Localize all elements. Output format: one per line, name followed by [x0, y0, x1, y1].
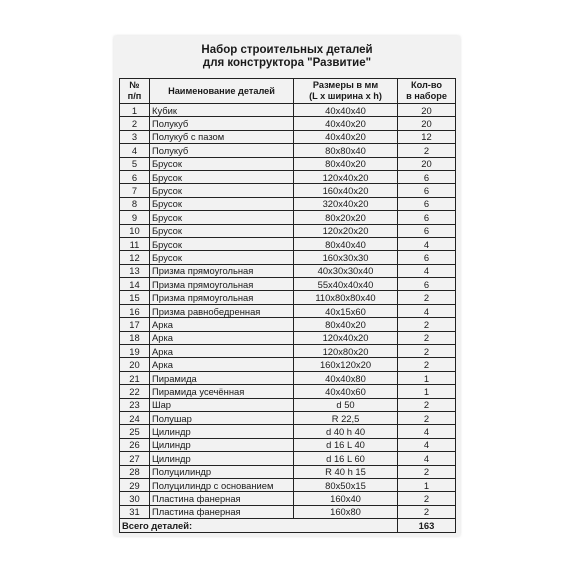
part-size: 40x40x40 [294, 104, 398, 117]
part-size: 320x40x20 [294, 197, 398, 210]
header-size-line-1: Размеры в мм [312, 80, 379, 90]
part-quantity: 2 [398, 411, 456, 424]
part-name: Пирамида [150, 371, 294, 384]
table-row [120, 304, 456, 317]
part-name: Цилиндр [150, 425, 294, 438]
part-quantity: 4 [398, 264, 456, 277]
table-row [120, 104, 456, 117]
part-name: Полуцилиндр [150, 465, 294, 478]
row-number: 11 [120, 237, 150, 250]
part-size: 160x30x30 [294, 251, 398, 264]
part-size: 40x40x20 [294, 117, 398, 130]
part-quantity: 2 [398, 144, 456, 157]
part-name: Пластина фанерная [150, 492, 294, 505]
part-size: 80x40x40 [294, 237, 398, 250]
part-size: 80x40x20 [294, 318, 398, 331]
part-name: Полукуб [150, 144, 294, 157]
header-size-line-2: (L x ширина x h) [309, 91, 382, 101]
table-row [120, 237, 456, 250]
row-number: 31 [120, 505, 150, 518]
header-size [294, 79, 398, 104]
part-size: 40x15x60 [294, 304, 398, 317]
part-size: 160x80 [294, 505, 398, 518]
part-size: d 16 L 40 [294, 438, 398, 451]
part-size: 40x40x60 [294, 385, 398, 398]
part-size: d 16 L 60 [294, 452, 398, 465]
part-name: Арка [150, 318, 294, 331]
table-row [120, 157, 456, 170]
parts-table-body [120, 104, 456, 519]
row-number: 29 [120, 478, 150, 491]
table-row [120, 224, 456, 237]
part-quantity: 4 [398, 438, 456, 451]
part-size: 120x80x20 [294, 345, 398, 358]
total-label: Всего деталей: [120, 519, 398, 532]
table-row [120, 117, 456, 130]
row-number: 30 [120, 492, 150, 505]
part-size: 120x40x20 [294, 170, 398, 183]
part-quantity: 2 [398, 331, 456, 344]
row-number: 1 [120, 104, 150, 117]
row-number: 18 [120, 331, 150, 344]
row-number: 13 [120, 264, 150, 277]
table-row [120, 358, 456, 371]
part-name: Полукуб с пазом [150, 130, 294, 143]
row-number: 21 [120, 371, 150, 384]
row-number: 27 [120, 452, 150, 465]
part-quantity: 2 [398, 318, 456, 331]
table-row [120, 331, 456, 344]
row-number: 28 [120, 465, 150, 478]
part-size: d 50 [294, 398, 398, 411]
part-name: Пирамида усечённая [150, 385, 294, 398]
row-number: 26 [120, 438, 150, 451]
parts-table [119, 78, 456, 533]
row-number: 25 [120, 425, 150, 438]
table-row [120, 264, 456, 277]
part-name: Пластина фанерная [150, 505, 294, 518]
table-row [120, 184, 456, 197]
row-number: 20 [120, 358, 150, 371]
part-size: 160x40 [294, 492, 398, 505]
part-name: Цилиндр [150, 452, 294, 465]
part-size: 80x20x20 [294, 211, 398, 224]
header-qty-line-2: в наборе [406, 91, 447, 101]
part-name: Призма равнобедренная [150, 304, 294, 317]
title-line-1: Набор строительных деталей [201, 44, 373, 56]
table-row [120, 197, 456, 210]
part-name: Призма прямоугольная [150, 291, 294, 304]
part-name: Брусок [150, 224, 294, 237]
title-line-2: для конструктора "Развитие" [202, 57, 372, 69]
part-quantity: 12 [398, 130, 456, 143]
row-number: 14 [120, 278, 150, 291]
header-name [150, 79, 294, 104]
header-num [120, 79, 150, 104]
part-quantity: 1 [398, 385, 456, 398]
header-name-label: Наименование деталей [168, 85, 275, 96]
part-size: 80x50x15 [294, 478, 398, 491]
table-row [120, 385, 456, 398]
row-number: 4 [120, 144, 150, 157]
part-name: Брусок [150, 184, 294, 197]
part-quantity: 6 [398, 170, 456, 183]
table-row [120, 398, 456, 411]
row-number: 12 [120, 251, 150, 264]
part-name: Брусок [150, 197, 294, 210]
table-row [120, 170, 456, 183]
part-name: Полукуб [150, 117, 294, 130]
part-quantity: 2 [398, 465, 456, 478]
row-number: 19 [120, 345, 150, 358]
part-name: Арка [150, 345, 294, 358]
part-quantity: 6 [398, 224, 456, 237]
part-quantity: 2 [398, 492, 456, 505]
table-row [120, 465, 456, 478]
part-size: 40x40x80 [294, 371, 398, 384]
part-quantity: 2 [398, 345, 456, 358]
row-number: 7 [120, 184, 150, 197]
part-quantity: 6 [398, 184, 456, 197]
part-quantity: 1 [398, 371, 456, 384]
part-quantity: 2 [398, 505, 456, 518]
part-name: Брусок [150, 157, 294, 170]
row-number: 24 [120, 411, 150, 424]
part-quantity: 2 [398, 358, 456, 371]
table-header-row [120, 79, 456, 104]
table-row [120, 478, 456, 491]
table-row [120, 438, 456, 451]
table-row [120, 492, 456, 505]
table-row [120, 251, 456, 264]
document-title [114, 44, 460, 70]
part-quantity: 1 [398, 478, 456, 491]
table-row [120, 425, 456, 438]
part-quantity: 4 [398, 237, 456, 250]
row-number: 8 [120, 197, 150, 210]
row-number: 15 [120, 291, 150, 304]
part-size: R 22,5 [294, 411, 398, 424]
header-num-line-2: п/п [127, 91, 142, 101]
header-qty-line-1: Кол-во [410, 80, 443, 90]
row-number: 17 [120, 318, 150, 331]
total-qty: 163 [398, 519, 456, 532]
part-quantity: 4 [398, 304, 456, 317]
part-size: R 40 h 15 [294, 465, 398, 478]
part-size: 160x40x20 [294, 184, 398, 197]
part-name: Брусок [150, 170, 294, 183]
table-row [120, 144, 456, 157]
part-size: 120x40x20 [294, 331, 398, 344]
part-quantity: 4 [398, 425, 456, 438]
part-size: d 40 h 40 [294, 425, 398, 438]
part-quantity: 6 [398, 278, 456, 291]
part-quantity: 6 [398, 211, 456, 224]
part-quantity: 6 [398, 251, 456, 264]
header-num-line-1: № [129, 80, 140, 90]
part-name: Призма прямоугольная [150, 278, 294, 291]
row-number: 3 [120, 130, 150, 143]
table-row [120, 345, 456, 358]
row-number: 2 [120, 117, 150, 130]
header-qty [398, 79, 456, 104]
total-row [120, 519, 456, 532]
table-row [120, 211, 456, 224]
part-name: Цилиндр [150, 438, 294, 451]
part-size: 55x40x40x40 [294, 278, 398, 291]
table-row [120, 291, 456, 304]
part-size: 110x80x80x40 [294, 291, 398, 304]
part-name: Кубик [150, 104, 294, 117]
table-row [120, 371, 456, 384]
row-number: 5 [120, 157, 150, 170]
part-name: Арка [150, 331, 294, 344]
table-row [120, 318, 456, 331]
table-row [120, 452, 456, 465]
row-number: 6 [120, 170, 150, 183]
part-name: Шар [150, 398, 294, 411]
part-size: 40x30x30x40 [294, 264, 398, 277]
part-quantity: 20 [398, 157, 456, 170]
table-row [120, 130, 456, 143]
part-quantity: 2 [398, 398, 456, 411]
part-size: 160x120x20 [294, 358, 398, 371]
part-name: Брусок [150, 251, 294, 264]
row-number: 10 [120, 224, 150, 237]
part-name: Призма прямоугольная [150, 264, 294, 277]
table-row [120, 278, 456, 291]
part-size: 40x40x20 [294, 130, 398, 143]
table-row [120, 505, 456, 518]
part-quantity: 4 [398, 452, 456, 465]
part-quantity: 6 [398, 197, 456, 210]
part-name: Полуцилиндр с основанием [150, 478, 294, 491]
part-size: 120x20x20 [294, 224, 398, 237]
row-number: 22 [120, 385, 150, 398]
part-name: Арка [150, 358, 294, 371]
part-size: 80x40x20 [294, 157, 398, 170]
row-number: 23 [120, 398, 150, 411]
part-quantity: 20 [398, 104, 456, 117]
part-name: Брусок [150, 237, 294, 250]
part-quantity: 2 [398, 291, 456, 304]
row-number: 16 [120, 304, 150, 317]
row-number: 9 [120, 211, 150, 224]
table-row [120, 411, 456, 424]
parts-sheet [114, 36, 460, 536]
part-name: Полушар [150, 411, 294, 424]
part-size: 80x80x40 [294, 144, 398, 157]
part-name: Брусок [150, 211, 294, 224]
part-quantity: 20 [398, 117, 456, 130]
